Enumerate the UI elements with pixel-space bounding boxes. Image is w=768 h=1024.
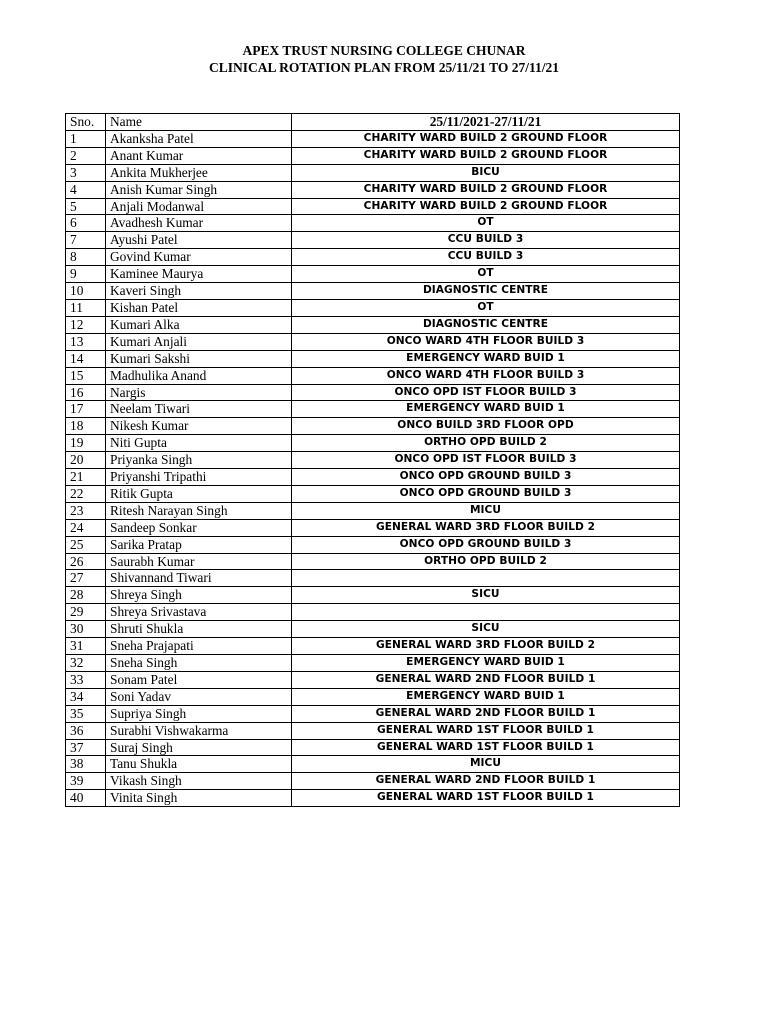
table-row (66, 164, 680, 181)
row-sno-cell: 30 (66, 621, 106, 638)
table-row (66, 384, 680, 401)
row-posting-cell: DIAGNOSTIC CENTRE (292, 316, 680, 333)
row-name-cell: Shruti Shukla (106, 621, 292, 638)
row-sno-cell: 25 (66, 536, 106, 553)
table-row (66, 485, 680, 502)
row-sno-cell: 32 (66, 655, 106, 672)
table-row (66, 739, 680, 756)
row-name-cell: Saurabh Kumar (106, 553, 292, 570)
row-name-cell: Vikash Singh (106, 773, 292, 790)
row-name-cell: Shreya Srivastava (106, 604, 292, 621)
row-posting-cell: CCU BUILD 3 (292, 249, 680, 266)
row-sno-cell: 6 (66, 215, 106, 232)
table-row (66, 333, 680, 350)
row-posting-cell: CHARITY WARD BUILD 2 GROUND FLOOR (292, 181, 680, 198)
row-posting-cell: ONCO WARD 4TH FLOOR BUILD 3 (292, 367, 680, 384)
row-name-cell: Priyanka Singh (106, 452, 292, 469)
row-posting-cell: DIAGNOSTIC CENTRE (292, 283, 680, 300)
row-posting-cell: CCU BUILD 3 (292, 232, 680, 249)
row-name-cell: Anant Kumar (106, 147, 292, 164)
rotation-table (65, 113, 680, 807)
row-sno-cell: 29 (66, 604, 106, 621)
table-row (66, 638, 680, 655)
row-name-cell: Kaveri Singh (106, 283, 292, 300)
row-posting-cell: ONCO BUILD 3RD FLOOR OPD (292, 418, 680, 435)
row-name-cell: Sonam Patel (106, 671, 292, 688)
row-posting-cell: GENERAL WARD 3RD FLOOR BUILD 2 (292, 519, 680, 536)
row-sno-cell: 7 (66, 232, 106, 249)
row-name-cell: Shreya Singh (106, 587, 292, 604)
row-sno-cell: 36 (66, 722, 106, 739)
table-row (66, 655, 680, 672)
table-row (66, 147, 680, 164)
row-name-cell: Avadhesh Kumar (106, 215, 292, 232)
row-posting-cell: GENERAL WARD 2ND FLOOR BUILD 1 (292, 773, 680, 790)
table-row (66, 604, 680, 621)
row-sno-cell: 27 (66, 570, 106, 587)
document-header (0, 42, 768, 76)
column-header-sno: Sno. (66, 114, 106, 131)
row-name-cell: Ayushi Patel (106, 232, 292, 249)
table-row (66, 401, 680, 418)
rotation-plan-title: CLINICAL ROTATION PLAN FROM 25/11/21 TO 27/11/21 (208, 60, 560, 75)
row-posting-cell: OT (292, 266, 680, 283)
column-header-date-range: 25/11/2021-27/11/21 (292, 114, 680, 131)
row-sno-cell: 2 (66, 147, 106, 164)
table-row (66, 418, 680, 435)
row-posting-cell: CHARITY WARD BUILD 2 GROUND FLOOR (292, 147, 680, 164)
row-sno-cell: 19 (66, 435, 106, 452)
row-sno-cell: 38 (66, 756, 106, 773)
row-posting-cell: CHARITY WARD BUILD 2 GROUND FLOOR (292, 130, 680, 147)
row-name-cell: Niti Gupta (106, 435, 292, 452)
table-row (66, 705, 680, 722)
row-sno-cell: 9 (66, 266, 106, 283)
row-sno-cell: 35 (66, 705, 106, 722)
row-name-cell: Surabhi Vishwakarma (106, 722, 292, 739)
row-posting-cell: ONCO OPD GROUND BUILD 3 (292, 485, 680, 502)
row-name-cell: Ritik Gupta (106, 485, 292, 502)
row-sno-cell: 8 (66, 249, 106, 266)
row-name-cell: Anjali Modanwal (106, 198, 292, 215)
row-name-cell: Kumari Anjali (106, 333, 292, 350)
row-posting-cell: GENERAL WARD 1ST FLOOR BUILD 1 (292, 790, 680, 807)
row-posting-cell: ORTHO OPD BUILD 2 (292, 553, 680, 570)
row-name-cell: Sneha Prajapati (106, 638, 292, 655)
row-sno-cell: 14 (66, 350, 106, 367)
row-posting-cell: GENERAL WARD 2ND FLOOR BUILD 1 (292, 705, 680, 722)
row-sno-cell: 17 (66, 401, 106, 418)
rotation-table-body (66, 130, 680, 806)
row-sno-cell: 33 (66, 671, 106, 688)
row-sno-cell: 21 (66, 469, 106, 486)
row-sno-cell: 11 (66, 299, 106, 316)
row-sno-cell: 20 (66, 452, 106, 469)
table-row (66, 283, 680, 300)
row-posting-cell: GENERAL WARD 2ND FLOOR BUILD 1 (292, 671, 680, 688)
table-row (66, 232, 680, 249)
row-name-cell: Nargis (106, 384, 292, 401)
row-sno-cell: 23 (66, 502, 106, 519)
table-row (66, 367, 680, 384)
row-sno-cell: 37 (66, 739, 106, 756)
row-posting-cell: EMERGENCY WARD BUID 1 (292, 350, 680, 367)
row-name-cell: Neelam Tiwari (106, 401, 292, 418)
table-row (66, 181, 680, 198)
row-name-cell: Akanksha Patel (106, 130, 292, 147)
table-row (66, 671, 680, 688)
row-sno-cell: 3 (66, 164, 106, 181)
row-posting-cell: ONCO OPD GROUND BUILD 3 (292, 469, 680, 486)
row-name-cell: Kumari Alka (106, 316, 292, 333)
row-posting-cell: ONCO OPD IST FLOOR BUILD 3 (292, 452, 680, 469)
table-row (66, 502, 680, 519)
row-name-cell: Sandeep Sonkar (106, 519, 292, 536)
row-name-cell: Govind Kumar (106, 249, 292, 266)
row-posting-cell: GENERAL WARD 3RD FLOOR BUILD 2 (292, 638, 680, 655)
row-name-cell: Kumari Sakshi (106, 350, 292, 367)
table-row (66, 587, 680, 604)
row-sno-cell: 40 (66, 790, 106, 807)
table-row (66, 435, 680, 452)
row-sno-cell: 31 (66, 638, 106, 655)
row-posting-cell: CHARITY WARD BUILD 2 GROUND FLOOR (292, 198, 680, 215)
row-posting-cell: OT (292, 299, 680, 316)
row-posting-cell: EMERGENCY WARD BUID 1 (292, 401, 680, 418)
row-posting-cell: MICU (292, 756, 680, 773)
table-row (66, 688, 680, 705)
row-sno-cell: 26 (66, 553, 106, 570)
row-name-cell: Tanu Shukla (106, 756, 292, 773)
row-name-cell: Ritesh Narayan Singh (106, 502, 292, 519)
table-row (66, 621, 680, 638)
row-posting-cell: GENERAL WARD 1ST FLOOR BUILD 1 (292, 739, 680, 756)
row-sno-cell: 4 (66, 181, 106, 198)
table-row (66, 519, 680, 536)
table-row (66, 215, 680, 232)
row-sno-cell: 1 (66, 130, 106, 147)
row-posting-cell: GENERAL WARD 1ST FLOOR BUILD 1 (292, 722, 680, 739)
row-name-cell: Supriya Singh (106, 705, 292, 722)
row-sno-cell: 12 (66, 316, 106, 333)
row-name-cell: Sneha Singh (106, 655, 292, 672)
table-row (66, 536, 680, 553)
row-sno-cell: 10 (66, 283, 106, 300)
row-posting-cell (292, 570, 680, 587)
row-name-cell: Suraj Singh (106, 739, 292, 756)
table-row (66, 249, 680, 266)
table-row (66, 570, 680, 587)
row-posting-cell: ONCO OPD GROUND BUILD 3 (292, 536, 680, 553)
table-row (66, 452, 680, 469)
row-sno-cell: 22 (66, 485, 106, 502)
row-posting-cell: OT (292, 215, 680, 232)
row-name-cell: Shivannand Tiwari (106, 570, 292, 587)
row-sno-cell: 28 (66, 587, 106, 604)
row-name-cell: Kaminee Maurya (106, 266, 292, 283)
row-name-cell: Vinita Singh (106, 790, 292, 807)
table-row (66, 198, 680, 215)
row-posting-cell: ONCO WARD 4TH FLOOR BUILD 3 (292, 333, 680, 350)
row-name-cell: Nikesh Kumar (106, 418, 292, 435)
row-name-cell: Anish Kumar Singh (106, 181, 292, 198)
table-row (66, 756, 680, 773)
row-posting-cell: ORTHO OPD BUILD 2 (292, 435, 680, 452)
row-name-cell: Kishan Patel (106, 299, 292, 316)
table-row (66, 790, 680, 807)
row-sno-cell: 18 (66, 418, 106, 435)
row-posting-cell: EMERGENCY WARD BUID 1 (292, 655, 680, 672)
row-name-cell: Madhulika Anand (106, 367, 292, 384)
row-name-cell: Ankita Mukherjee (106, 164, 292, 181)
table-row (66, 266, 680, 283)
table-row (66, 350, 680, 367)
row-posting-cell: ONCO OPD IST FLOOR BUILD 3 (292, 384, 680, 401)
table-header-row (66, 114, 680, 131)
row-posting-cell: SICU (292, 621, 680, 638)
row-posting-cell: MICU (292, 502, 680, 519)
table-row (66, 299, 680, 316)
row-name-cell: Priyanshi Tripathi (106, 469, 292, 486)
row-name-cell: Sarika Pratap (106, 536, 292, 553)
row-name-cell: Soni Yadav (106, 688, 292, 705)
table-row (66, 722, 680, 739)
table-row (66, 553, 680, 570)
college-title: APEX TRUST NURSING COLLEGE CHUNAR (242, 43, 526, 58)
row-sno-cell: 13 (66, 333, 106, 350)
row-posting-cell: BICU (292, 164, 680, 181)
table-row (66, 773, 680, 790)
table-row (66, 469, 680, 486)
table-row (66, 316, 680, 333)
row-sno-cell: 5 (66, 198, 106, 215)
column-header-name: Name (106, 114, 292, 131)
row-sno-cell: 16 (66, 384, 106, 401)
row-posting-cell: SICU (292, 587, 680, 604)
row-sno-cell: 34 (66, 688, 106, 705)
row-sno-cell: 24 (66, 519, 106, 536)
table-row (66, 130, 680, 147)
row-posting-cell (292, 604, 680, 621)
row-posting-cell: EMERGENCY WARD BUID 1 (292, 688, 680, 705)
row-sno-cell: 39 (66, 773, 106, 790)
row-sno-cell: 15 (66, 367, 106, 384)
